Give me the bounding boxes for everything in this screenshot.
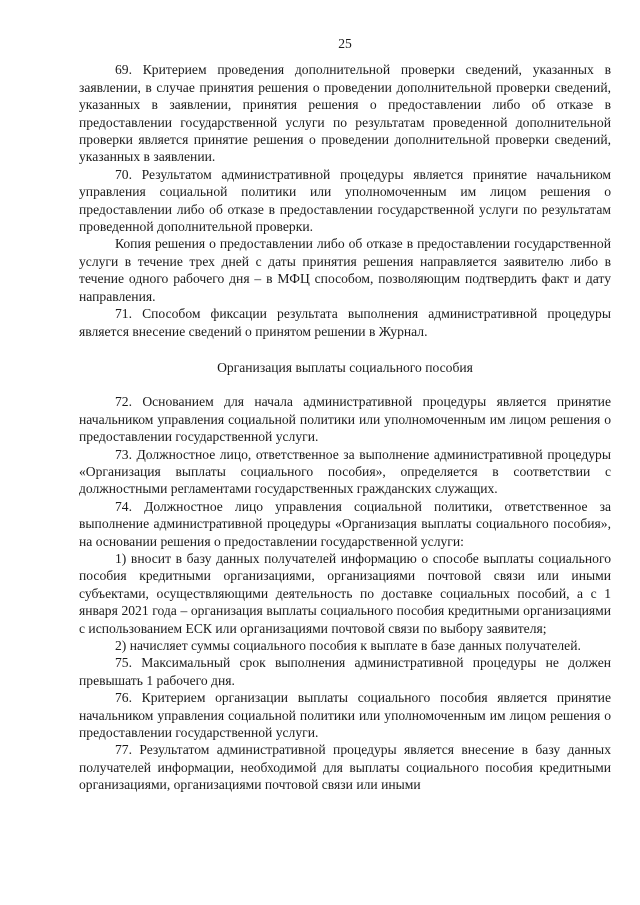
paragraph-74-item-1: 1) вносит в базу данных получателей информацию о способе выплаты социального пособия кредитными организациями, организациями почтовой связи или иными субъектами, осуществляющими деятельность по доставке социальных пособий, а с 1 января 2021 года – организация выплаты социального пособия кредитными организациями с использованием ЕСК или организациями почтовой связи по выбору заявителя; [79, 550, 611, 636]
section-heading: Организация выплаты социального пособия [217, 359, 473, 375]
paragraph-76: 76. Критерием организации выплаты социального пособия является принятие начальником управления социальной политики или уполномоченным им лицом решения о предоставлении государственной услуги. [79, 690, 611, 741]
paragraph-73: 73. Должностное лицо, ответственное за выполнение административной процедуры «Организация выплаты социального пособия», определяется в соответствии с должностными регламентами государственных гражданских служащих. [79, 446, 611, 497]
page-number: 25 [338, 36, 352, 51]
paragraph-70: 70. Результатом административной процедуры является принятие начальником управления социальной политики или уполномоченным им лицом решения о предоставлении либо об отказе в предоставлении государственной услуги по результатам проведенной дополнительной проверки. [79, 166, 611, 235]
paragraph-70-copy: Копия решения о предоставлении либо об отказе в предоставлении государственной услуги в течение трех дней с даты принятия решения направляется заявителю либо в течение одного рабочего дня – в МФЦ способом, позволяющим подтвердить факт и дату направления. [79, 236, 611, 304]
paragraph-75: 75. Максимальный срок выполнения административной процедуры не должен превышать 1 рабочего дня. [79, 655, 611, 688]
paragraph-74: 74. Должностное лицо управления социальной политики, ответственное за выполнение административной процедуры «Организация выплаты социального пособия», на основании решения о предоставлении государственной услуги: [79, 498, 611, 549]
paragraph-72: 72. Основанием для начала административной процедуры является принятие начальником управления социальной политики или уполномоченным им лицом решения о предоставлении государственной услуги. [79, 394, 611, 445]
paragraph-69: 69. Критерием проведения дополнительной проверки сведений, указанных в заявлении, в случае принятия решения о проведении дополнительной проверки сведений, указанных в заявлении, принятия решения о предоставлении либо об отказе в предоставлении государственной услуги по результатам проведенной дополнительной проверки является принятие решения о проведении дополнительной проверки сведений, указанных в заявлении. [79, 62, 611, 165]
paragraph-74-item-2: 2) начисляет суммы социального пособия к выплате в базе данных получателей. [115, 638, 581, 653]
paragraph-71: 71. Способом фиксации результата выполнения административной процедуры является внесение сведений о принятом решении в Журнал. [79, 306, 611, 339]
paragraph-77: 77. Результатом административной процедуры является внесение в базу данных получателей информации, необходимой для выплаты социального пособия кредитными организациями, организациями почтовой связи или иными [79, 742, 611, 793]
document-page [79, 35, 611, 794]
